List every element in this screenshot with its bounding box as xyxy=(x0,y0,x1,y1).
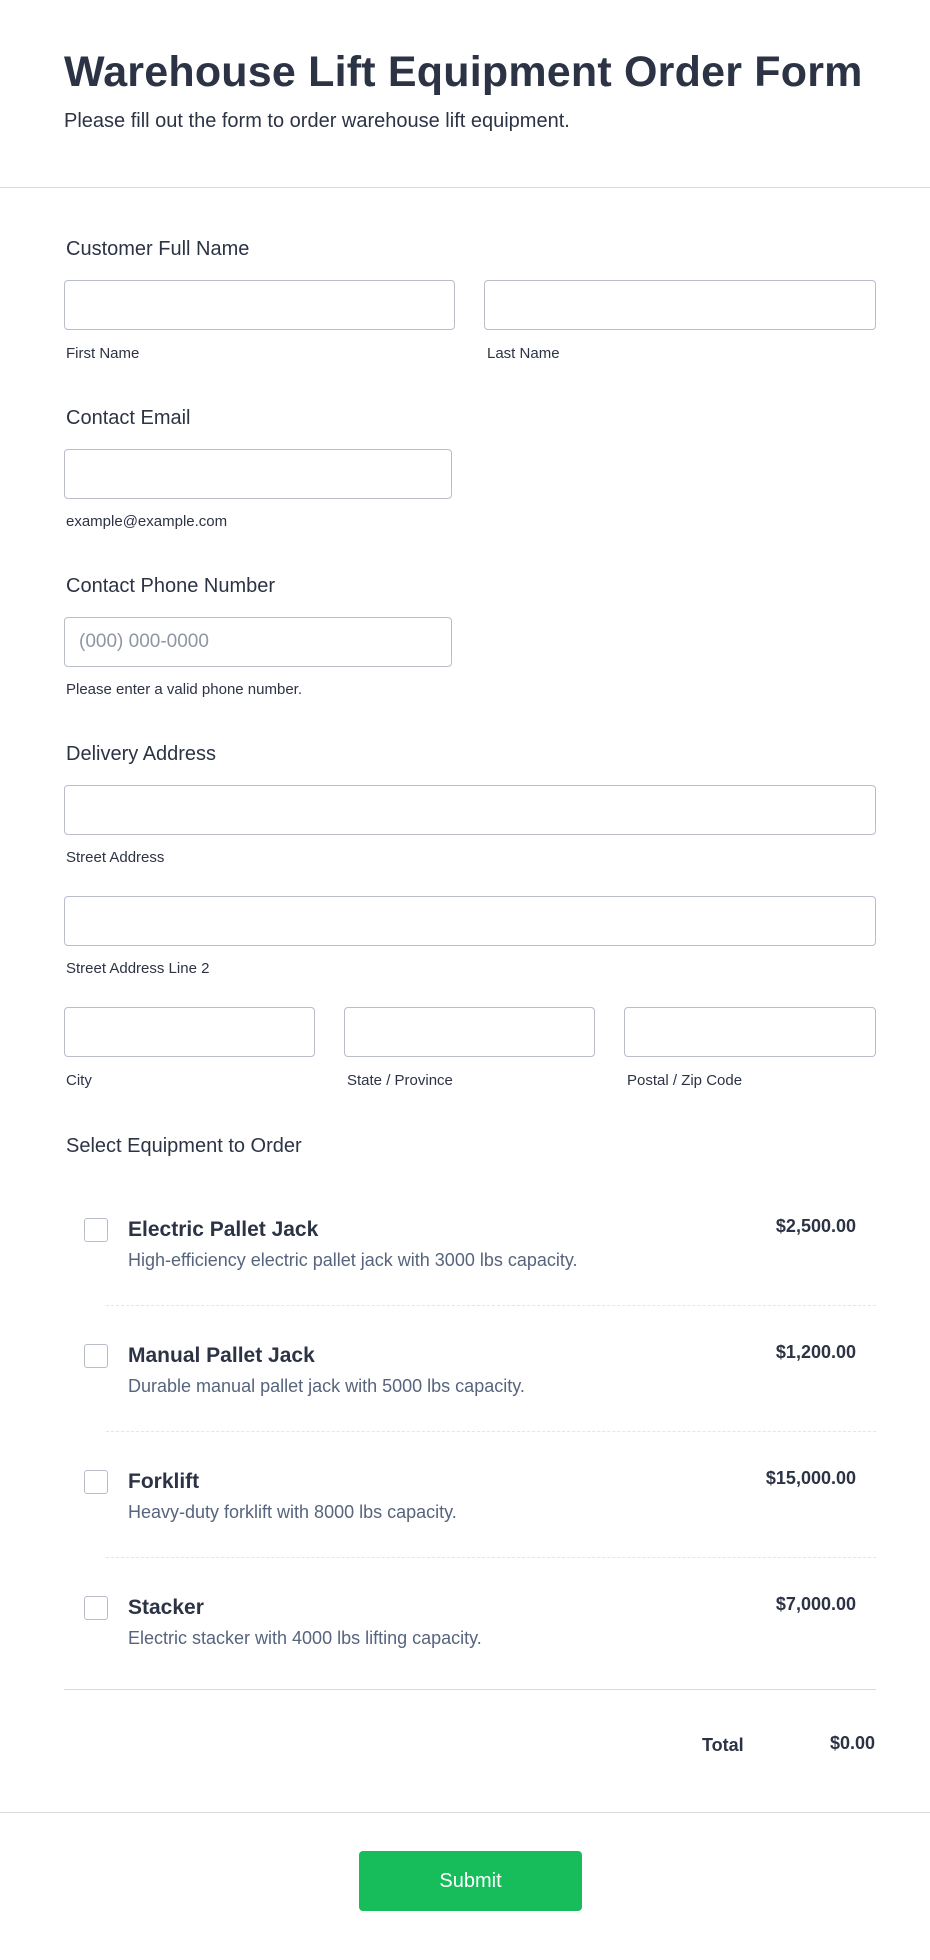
city-sublabel: City xyxy=(66,1072,92,1089)
form-footer xyxy=(0,1812,930,1960)
product-checkbox[interactable] xyxy=(84,1344,108,1368)
street-address-input[interactable] xyxy=(64,785,876,835)
product-name: Stacker xyxy=(128,1596,204,1619)
last-name-sublabel: Last Name xyxy=(487,345,560,362)
product-price: $7,000.00 xyxy=(775,1594,856,1614)
zip-sublabel: Postal / Zip Code xyxy=(627,1072,743,1089)
total-label: Total xyxy=(702,1735,744,1755)
product-price: $1,200.00 xyxy=(775,1342,856,1362)
zip-input[interactable] xyxy=(624,1007,876,1057)
form-header xyxy=(0,0,930,188)
submit-button[interactable]: Submit xyxy=(359,1851,582,1911)
last-name-input[interactable] xyxy=(484,280,876,330)
total-value: $0.00 xyxy=(829,1733,875,1753)
product-name: Manual Pallet Jack xyxy=(128,1344,315,1367)
product-description: Electric stacker with 4000 lbs lifting capacity. xyxy=(128,1628,482,1648)
product-price: $2,500.00 xyxy=(775,1216,856,1236)
product-item-forklift[interactable] xyxy=(84,1442,876,1568)
email-label: Contact Email xyxy=(66,407,191,429)
address-label: Delivery Address xyxy=(66,743,217,765)
first-name-input[interactable] xyxy=(64,280,455,330)
product-description: Heavy-duty forklift with 8000 lbs capacity. xyxy=(128,1502,457,1522)
phone-input[interactable] xyxy=(64,617,452,667)
city-input[interactable] xyxy=(64,1007,315,1057)
email-sublabel: example@example.com xyxy=(66,513,228,530)
product-price: $15,000.00 xyxy=(765,1468,856,1488)
product-checkbox[interactable] xyxy=(84,1218,108,1242)
product-description: High-efficiency electric pallet jack with 3000 lbs capacity. xyxy=(128,1250,578,1270)
product-name: Forklift xyxy=(128,1470,200,1493)
product-description: Durable manual pallet jack with 5000 lbs capacity. xyxy=(128,1376,525,1396)
street-address-sublabel: Street Address xyxy=(66,849,165,866)
email-input[interactable] xyxy=(64,449,452,499)
phone-sublabel: Please enter a valid phone number. xyxy=(66,681,302,698)
product-item-electric-pallet-jack[interactable] xyxy=(84,1190,876,1316)
first-name-sublabel: First Name xyxy=(66,345,140,362)
street-address-line2-input[interactable] xyxy=(64,896,876,946)
page-subtitle: Please fill out the form to order warehouse lift equipment. xyxy=(64,110,570,132)
state-input[interactable] xyxy=(344,1007,595,1057)
product-checkbox[interactable] xyxy=(84,1596,108,1620)
product-divider xyxy=(106,1431,876,1432)
total-divider xyxy=(64,1689,876,1690)
product-item-manual-pallet-jack[interactable] xyxy=(84,1316,876,1442)
customer-name-label: Customer Full Name xyxy=(66,238,250,260)
page-title: Warehouse Lift Equipment Order Form xyxy=(64,48,863,96)
product-divider xyxy=(106,1305,876,1306)
state-sublabel: State / Province xyxy=(347,1072,453,1089)
phone-label: Contact Phone Number xyxy=(66,575,276,597)
product-checkbox[interactable] xyxy=(84,1470,108,1494)
product-name: Electric Pallet Jack xyxy=(128,1218,319,1241)
product-divider xyxy=(106,1557,876,1558)
product-item-stacker[interactable] xyxy=(84,1568,876,1694)
equipment-label: Select Equipment to Order xyxy=(66,1135,302,1157)
street-address-line2-sublabel: Street Address Line 2 xyxy=(66,960,210,977)
